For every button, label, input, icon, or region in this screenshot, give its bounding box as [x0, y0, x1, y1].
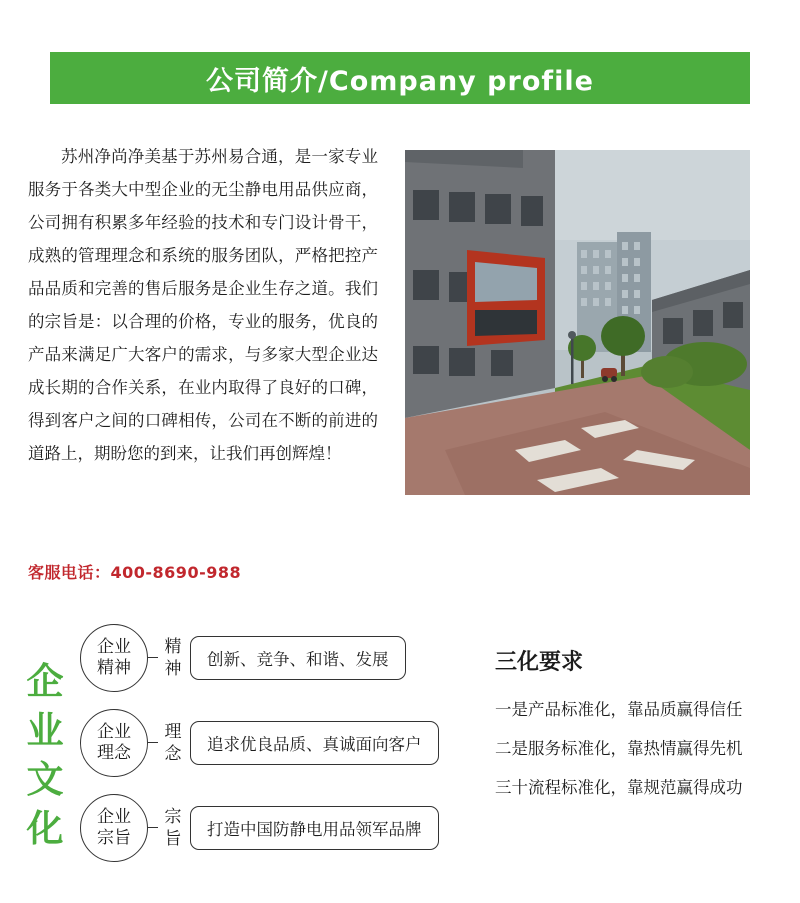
- culture-oval-spirit-line2: 精神: [97, 657, 131, 678]
- culture-oval-spirit-line1: 企业: [97, 636, 131, 657]
- page-title: 公司简介/Company profile: [206, 65, 594, 97]
- culture-row-mission: [80, 785, 492, 870]
- culture-oval-mission-line2: 宗旨: [97, 827, 131, 848]
- culture-sidelabel-philosophy: 理念: [164, 721, 182, 764]
- company-intro-paragraph: 苏州净尚净美基于苏州易合通，是一家专业服务于各类大中型企业的无尘静电用品供应商，公司拥有积累多年经验的技术和专门设计骨干，成熟的管理理念和系统的服务团队，严格把控产品品质和完善的售后服务是企业生存之道。我们的宗旨是：以合理的价格，专业的服务，优良的产品来满足广大客户的需求，与多家大型企业达成长期的合作关系，在业内取得了良好的口碑，得到客户之间的口碑相传，公司在不断的前进的道路上，期盼您的到来，让我们再创辉煌！: [28, 147, 378, 463]
- page-header-banner: [50, 52, 750, 104]
- company-photo: [405, 150, 750, 495]
- culture-vertical-label: 企业文化: [26, 660, 64, 850]
- culture-oval-mission: [80, 794, 148, 862]
- requirement-item-3: 三十流程标准化，靠规范赢得成功: [495, 778, 743, 797]
- requirement-item-1: 一是产品标准化，靠品质赢得信任: [495, 700, 743, 719]
- culture-oval-spirit: [80, 624, 148, 692]
- culture-row-philosophy: [80, 700, 492, 785]
- three-standardizations-section: [495, 645, 785, 807]
- corporate-culture-section: [22, 615, 492, 870]
- culture-oval-philosophy-line2: 理念: [97, 742, 131, 763]
- culture-content-spirit: 创新、竞争、和谐、发展: [190, 636, 406, 680]
- culture-oval-mission-line1: 企业: [97, 806, 131, 827]
- culture-row-spirit: [80, 615, 492, 700]
- culture-connector-mission: [148, 827, 158, 829]
- culture-sidelabel-mission: 宗旨: [164, 806, 182, 849]
- culture-connector-spirit: [148, 657, 158, 659]
- culture-rows: [80, 615, 492, 870]
- culture-connector-philosophy: [148, 742, 158, 744]
- culture-sidelabel-spirit: 精神: [164, 636, 182, 679]
- culture-oval-philosophy: [80, 709, 148, 777]
- culture-content-philosophy: 追求优良品质、真诚面向客户: [190, 721, 439, 765]
- requirement-item-2: 二是服务标准化，靠热情赢得先机: [495, 739, 743, 758]
- service-hotline: 客服电话：400-8690-988: [28, 563, 242, 582]
- culture-oval-philosophy-line1: 企业: [97, 721, 131, 742]
- requirements-title: 三化要求: [495, 650, 584, 675]
- company-photo-illustration: [405, 150, 750, 495]
- company-intro: [28, 140, 378, 470]
- culture-content-mission: 打造中国防静电用品领军品牌: [190, 806, 439, 850]
